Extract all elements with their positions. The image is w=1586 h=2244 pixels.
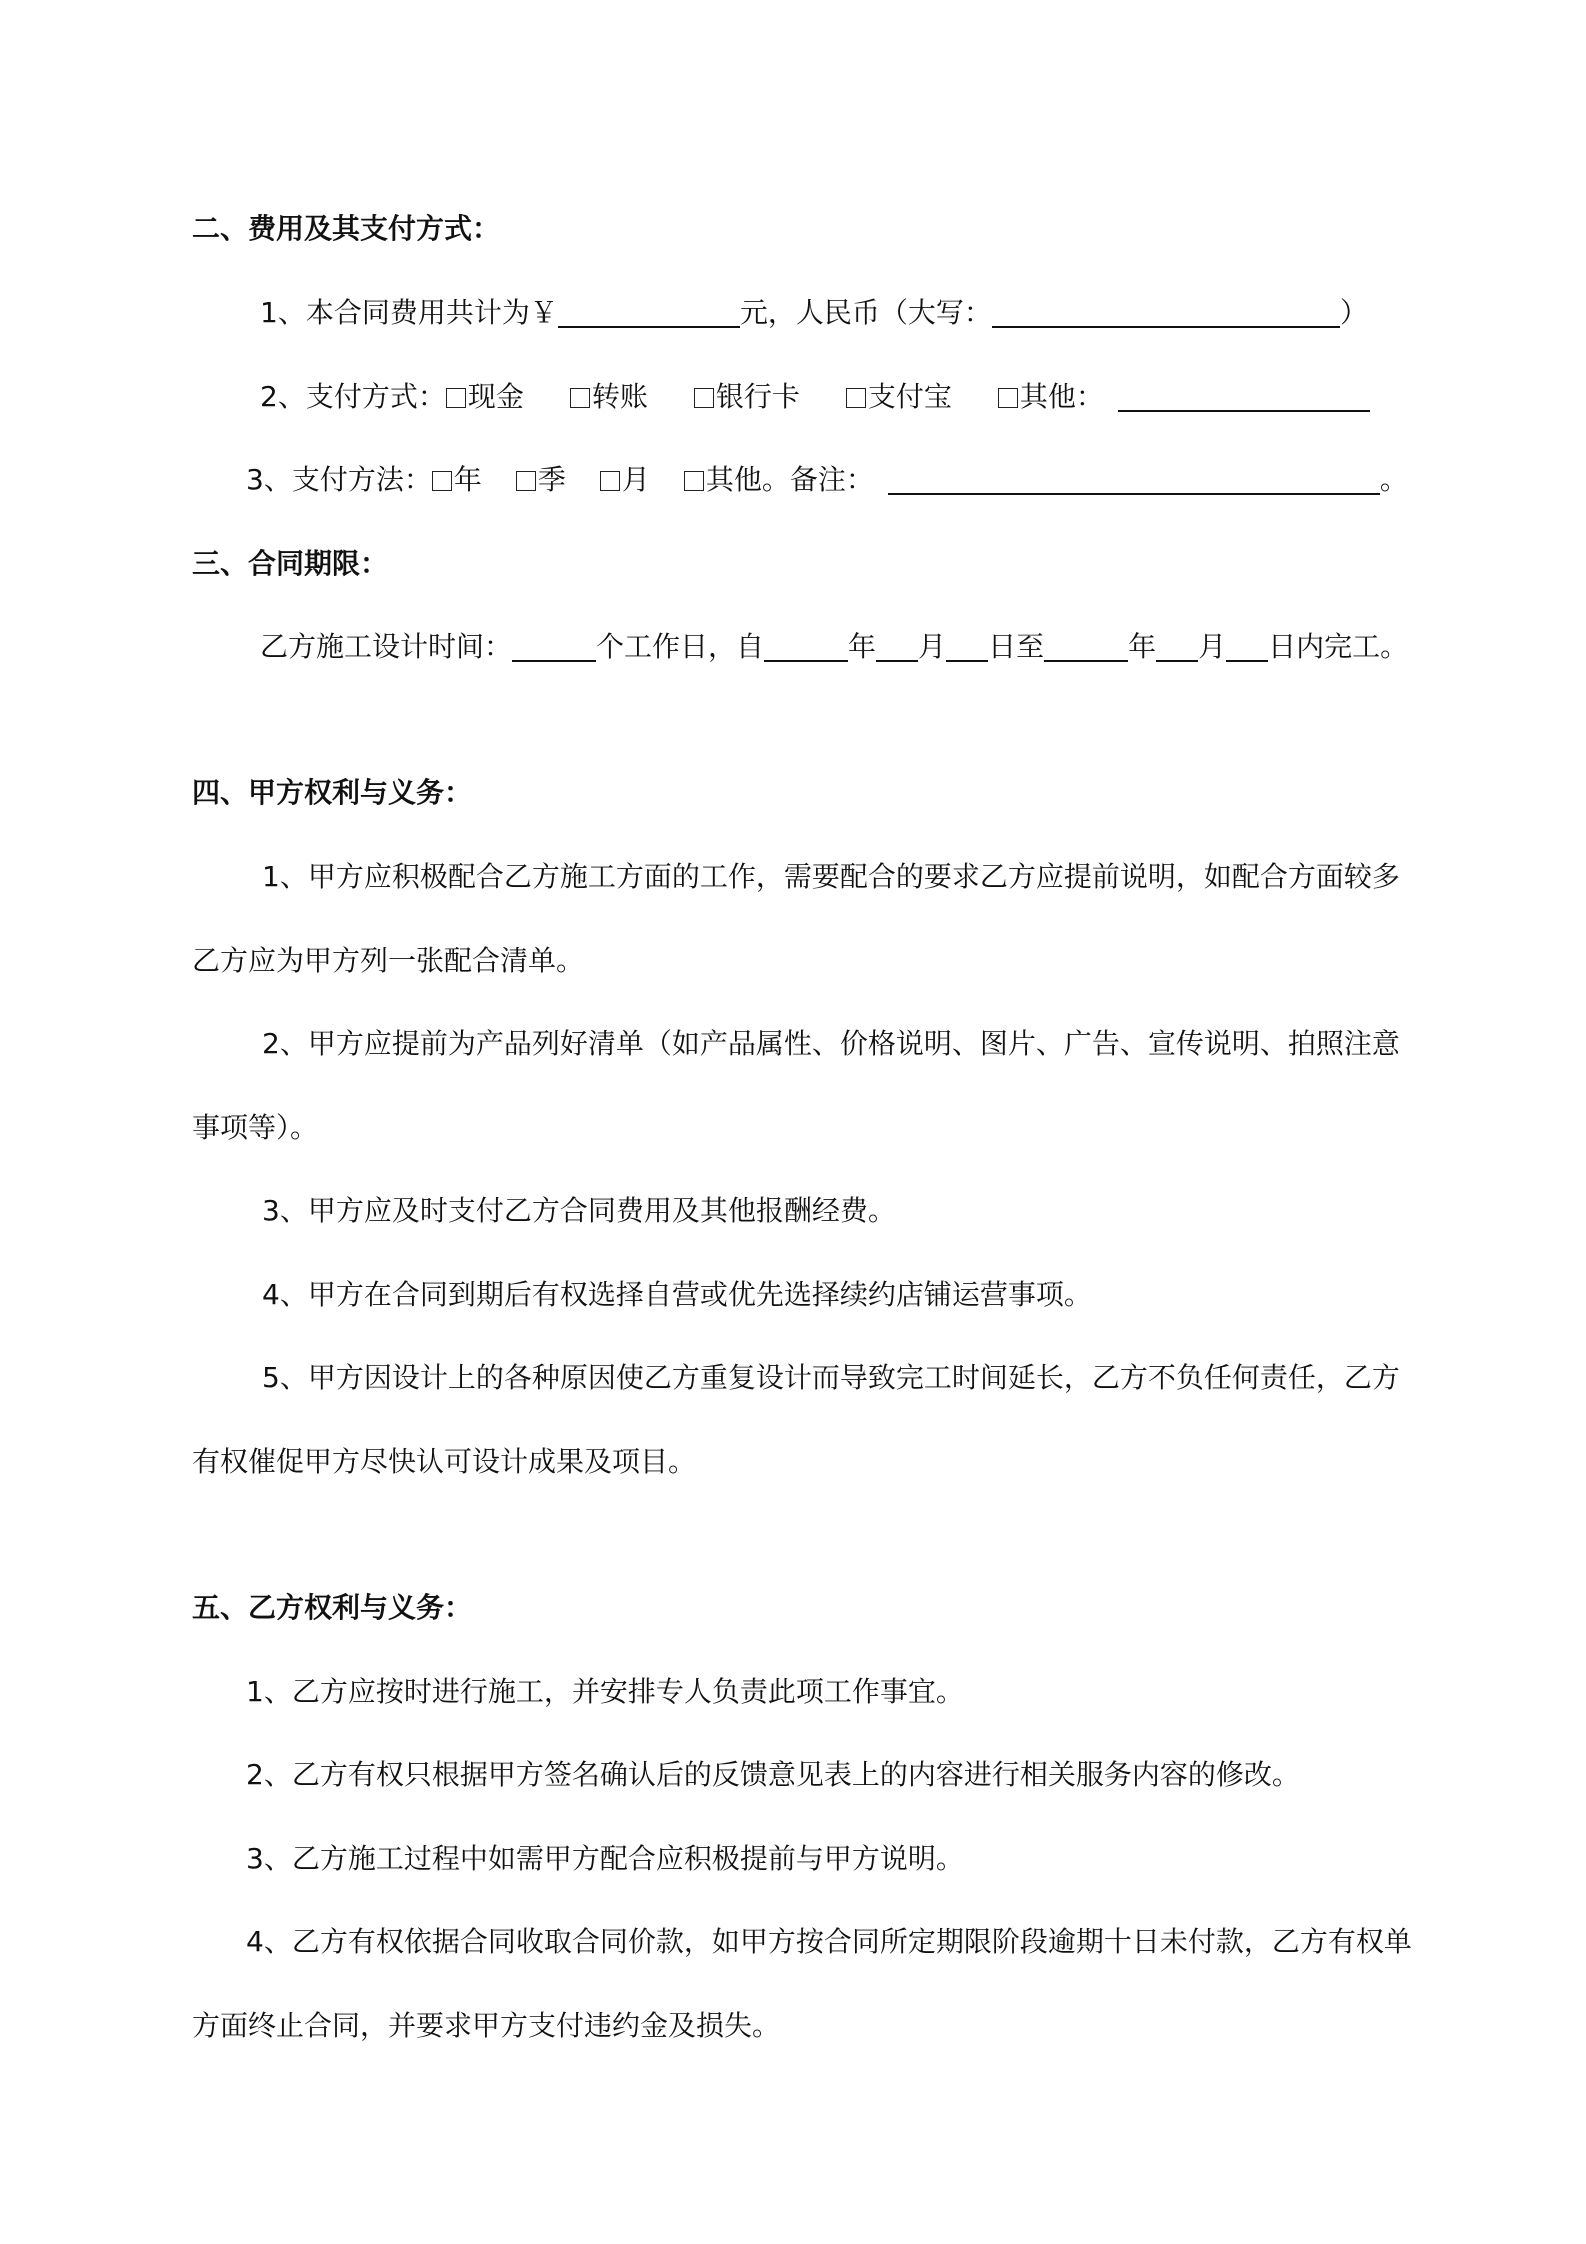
section-heading-party-b: 五、乙方权利与义务： bbox=[192, 1591, 473, 1624]
end-month-blank[interactable] bbox=[1156, 630, 1198, 662]
party-a-clause-2-line-1: 2、甲方应提前为产品列好清单（如产品属性、价格说明、图片、广告、宣传说明、拍照注意 bbox=[262, 1027, 1400, 1060]
party-a-clause-4: 4、甲方在合同到期后有权选择自营或优先选择续约店铺运营事项。 bbox=[262, 1278, 1092, 1311]
option-other: 其他： bbox=[1019, 380, 1104, 413]
end-day-blank[interactable] bbox=[1226, 630, 1268, 662]
party-a-clause-2-line-2: 事项等）。 bbox=[192, 1111, 319, 1144]
term-day2: 日内完工。 bbox=[1268, 630, 1409, 663]
amount-in-words-blank[interactable] bbox=[992, 296, 1340, 328]
party-b-clause-3: 3、乙方施工过程中如需甲方配合应积极提前与甲方说明。 bbox=[246, 1842, 964, 1875]
option-alipay: 支付宝 bbox=[867, 380, 952, 413]
term-year1: 年 bbox=[848, 630, 877, 663]
remark-blank[interactable] bbox=[888, 463, 1380, 495]
checkbox-transfer[interactable] bbox=[570, 388, 590, 408]
party-b-clause-4-line-1: 4、乙方有权依据合同收取合同价款，如甲方按合同所定期限阶段逾期十日未付款，乙方有权单 bbox=[246, 1925, 1412, 1958]
payment-method-line bbox=[260, 377, 1370, 417]
party-a-clause-5-line-1: 5、甲方因设计上的各种原因使乙方重复设计而导致完工时间延长，乙方不负任何责任，乙方 bbox=[262, 1361, 1400, 1394]
fee-total-prefix: 1、本合同费用共计为￥ bbox=[260, 296, 558, 329]
party-b-clause-2: 2、乙方有权只根据甲方签名确认后的反馈意见表上的内容进行相关服务内容的修改。 bbox=[246, 1758, 1300, 1791]
option-yearly: 年 bbox=[453, 463, 482, 496]
other-method-blank[interactable] bbox=[1118, 380, 1370, 412]
start-year-blank[interactable] bbox=[764, 630, 848, 662]
payment-schedule-label: 3、支付方法： bbox=[246, 463, 432, 496]
section-heading-term: 三、合同期限： bbox=[192, 547, 389, 580]
start-day-blank[interactable] bbox=[946, 630, 988, 662]
party-b-clause-1: 1、乙方应按时进行施工，并安排专人负责此项工作事宜。 bbox=[246, 1675, 964, 1708]
payment-method-label: 2、支付方式： bbox=[260, 380, 446, 413]
checkbox-other[interactable] bbox=[998, 388, 1018, 408]
option-transfer: 转账 bbox=[591, 380, 648, 413]
term-prefix: 乙方施工设计时间： bbox=[260, 630, 513, 663]
party-a-clause-1-line-2: 乙方应为甲方列一张配合清单。 bbox=[192, 944, 585, 977]
option-other-schedule: 其他。备注： bbox=[705, 463, 874, 496]
party-b-clause-4-line-2: 方面终止合同，并要求甲方支付违约金及损失。 bbox=[192, 2009, 781, 2042]
checkbox-other-schedule[interactable] bbox=[684, 471, 704, 491]
checkbox-yearly[interactable] bbox=[432, 471, 452, 491]
checkbox-monthly[interactable] bbox=[600, 471, 620, 491]
term-day1: 日至 bbox=[988, 630, 1045, 663]
party-a-clause-3: 3、甲方应及时支付乙方合同费用及其他报酬经费。 bbox=[262, 1194, 896, 1227]
fee-total-end: ） bbox=[1339, 296, 1368, 329]
section-heading-party-a: 四、甲方权利与义务： bbox=[192, 776, 473, 809]
term-month1: 月 bbox=[918, 630, 947, 663]
payment-schedule-line bbox=[246, 460, 1408, 500]
term-workdays: 个工作日，自 bbox=[596, 630, 765, 663]
term-month2: 月 bbox=[1198, 630, 1227, 663]
fee-total-mid: 元，人民币（大写： bbox=[739, 296, 992, 329]
checkbox-quarterly[interactable] bbox=[516, 471, 536, 491]
end-year-blank[interactable] bbox=[1044, 630, 1128, 662]
section-heading-fees: 二、费用及其支付方式： bbox=[192, 212, 501, 245]
remark-end: 。 bbox=[1379, 463, 1408, 496]
option-cash: 现金 bbox=[467, 380, 524, 413]
checkbox-alipay[interactable] bbox=[846, 388, 866, 408]
amount-blank[interactable] bbox=[558, 296, 740, 328]
option-bank-card: 银行卡 bbox=[715, 380, 800, 413]
party-a-clause-1-line-1: 1、甲方应积极配合乙方施工方面的工作，需要配合的要求乙方应提前说明，如配合方面较多 bbox=[262, 860, 1400, 893]
fee-total-line bbox=[260, 293, 1368, 333]
checkbox-cash[interactable] bbox=[446, 388, 466, 408]
term-year2: 年 bbox=[1128, 630, 1157, 663]
checkbox-bank-card[interactable] bbox=[694, 388, 714, 408]
option-quarterly: 季 bbox=[537, 463, 566, 496]
party-a-clause-5-line-2: 有权催促甲方尽快认可设计成果及项目。 bbox=[192, 1445, 697, 1478]
term-line bbox=[260, 627, 1408, 667]
workdays-blank[interactable] bbox=[512, 630, 596, 662]
start-month-blank[interactable] bbox=[876, 630, 918, 662]
option-monthly: 月 bbox=[621, 463, 650, 496]
